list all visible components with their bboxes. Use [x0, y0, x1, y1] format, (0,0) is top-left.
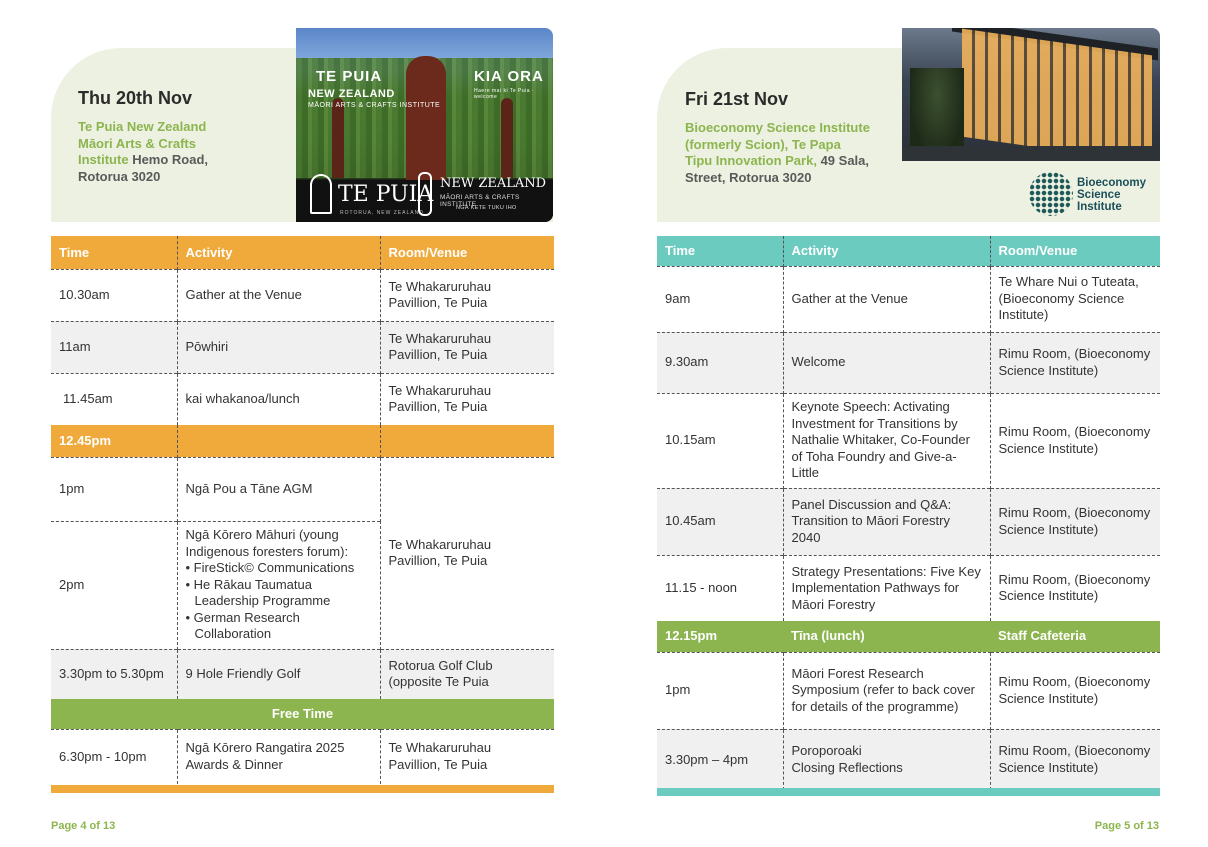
table-row [657, 488, 1160, 555]
column-header-venue: Room/Venue [380, 236, 554, 269]
activity-cell: kai whakanoa/lunch [177, 373, 380, 425]
table-header-row [51, 236, 554, 269]
venue-address [78, 119, 213, 185]
venue-cell-merged: Te Whakaruruhau Pavillion, Te Puia [380, 457, 554, 649]
sign-institute: MĀORI ARTS & CRAFTS INSTITUTE [308, 102, 441, 109]
lunch-band-row [657, 621, 1160, 652]
bioeconomy-dots-icon [1029, 172, 1073, 216]
activity-cell: Māori Forest Research Symposium (refer to back cover for details of the programme) [783, 652, 990, 729]
band-time: 12.45pm [51, 425, 177, 457]
carved-pou [501, 98, 513, 178]
time-cell: 11.45am [51, 373, 177, 425]
column-header-time: Time [59, 244, 90, 260]
bullet-item: • FireStick© Communications [185, 560, 355, 576]
day-title: Fri 21st Nov [685, 89, 789, 109]
time-cell: 9am [657, 266, 783, 332]
venue-address [685, 120, 870, 186]
band-empty [380, 425, 554, 457]
venue-cell: Rimu Room, (Bioeconomy Science Institute) [990, 332, 1160, 393]
venue-cell: Te Whakaruruhau Pavillion, Te Puia [380, 373, 554, 425]
time-cell: 10.30am [51, 269, 177, 321]
te-puia-logo: TE PUIA [338, 182, 434, 207]
band-activity: Tīna (lunch) [783, 621, 990, 652]
table-row [657, 652, 1160, 729]
venue-cell: Te Whare Nui o Tuteata, (Bioeconomy Science Institute) [990, 266, 1160, 332]
nzmaci-logo-icon [418, 172, 432, 216]
nzmaci-logo-sub2: NGĀ KETE TUKU IHO [456, 205, 517, 211]
carved-pou [332, 98, 344, 178]
band-venue: Staff Cafeteria [990, 621, 1160, 652]
venue-street: 49 Sala, Street, Rotorua 3020 [685, 153, 870, 185]
venue-cell: Rimu Room, (Bioeconomy Science Institute) [990, 393, 1160, 488]
schedule-table [51, 236, 554, 784]
sign-kia-ora-sub: Haere mai ki Te Puia · welcome [474, 88, 535, 100]
venue-cell: Rimu Room, (Bioeconomy Science Institute) [990, 555, 1160, 621]
te-puia-logo-icon [310, 174, 332, 214]
table-row [657, 555, 1160, 621]
column-header-activity: Activity [783, 236, 990, 266]
band-time: 12.15pm [657, 621, 783, 652]
activity-cell: Gather at the Venue [783, 266, 990, 332]
venue-street: Hemo Road, Rotorua 3020 [78, 152, 209, 184]
free-time-band [51, 699, 554, 729]
activity-cell: Panel Discussion and Q&A: Transition to Māori Forestry 2040 [783, 488, 990, 555]
activity-line: Closing Reflections [791, 759, 903, 775]
venue-cell: Rimu Room, (Bioeconomy Science Institute) [990, 488, 1160, 555]
table-row [51, 729, 554, 784]
schedule-table [657, 236, 1160, 790]
page-number: Page 5 of 13 [1094, 820, 1159, 832]
page-number: Page 4 of 13 [51, 820, 116, 832]
te-puia-photo [296, 28, 553, 222]
activity-intro: Ngā Kōrero Māhuri (young Indigenous foresters forum): [185, 527, 349, 559]
sign-te-puia: TE PUIA [316, 68, 383, 85]
column-header-activity: Activity [177, 236, 380, 269]
activity-cell: Ngā Kōrero Rangatira 2025 Awards & Dinner [177, 729, 380, 784]
time-cell: 6.30pm - 10pm [51, 729, 177, 784]
time-cell: 3.30pm – 4pm [657, 729, 783, 790]
time-cell: 2pm [51, 521, 177, 649]
activity-cell: 9 Hole Friendly Golf [177, 649, 380, 699]
column-header-venue: Room/Venue [990, 236, 1160, 266]
table-row [51, 457, 554, 521]
tree [910, 68, 964, 158]
nzmaci-logo-sub: MĀORI ARTS & CRAFTS INSTITUTE [440, 194, 520, 208]
time-cell: 9.30am [657, 332, 783, 393]
sign-kia-ora: KIA ORA [474, 68, 544, 85]
activity-cell: Pōwhiri [177, 321, 380, 373]
time-cell: 10.45am [657, 488, 783, 555]
venue-cell: Te Whakaruruhau Pavillion, Te Puia [380, 321, 554, 373]
time-cell: 1pm [657, 652, 783, 729]
activity-cell: Keynote Speech: Activating Investment for Transitions by Nathalie Whitaker, Co-Founder of Toha Foundry and Give-a-Little [783, 393, 990, 488]
table-row [51, 373, 554, 425]
activity-line: Poroporoaki [791, 743, 862, 759]
bullet-item: • He Rākau Taumatua Leadership Programme [185, 576, 331, 609]
page-right [604, 0, 1208, 847]
table-row [657, 729, 1160, 790]
sign-new-zealand: NEW ZEALAND [308, 88, 395, 100]
time-cell: 11am [51, 321, 177, 373]
venue-name: Bioeconomy Science Institute (formerly Scion), Te Papa Tipu Innovation Park, [685, 120, 870, 168]
time-band-row [51, 425, 554, 457]
activity-cell: Strategy Presentations: Five Key Implementation Pathways for Māori Forestry [783, 555, 990, 621]
bioeconomy-logo-text: Bioeconomy Science Institute [1077, 177, 1147, 213]
venue-cell: Rotorua Golf Club (opposite Te Puia [380, 649, 554, 699]
venue-cell: Te Whakaruruhau Pavillion, Te Puia [380, 269, 554, 321]
bioeconomy-logo [1029, 170, 1154, 218]
time-cell: 3.30pm to 5.30pm [51, 649, 177, 699]
carved-gateway [406, 56, 446, 180]
activity-cell [177, 521, 380, 649]
venue-name: Te Puia New Zealand Māori Arts & Crafts Institute [78, 119, 207, 167]
day-title: Thu 20th Nov [78, 88, 193, 108]
te-puia-logo-sub: ROTORUA, NEW ZEALAND [340, 210, 424, 216]
column-header-time: Time [665, 243, 696, 259]
bioeconomy-building-photo [902, 28, 1160, 161]
activity-cell: Ngā Pou a Tāne AGM [177, 457, 380, 521]
bullet-item: • German Research Collaboration [185, 609, 300, 642]
venue-cell: Rimu Room, (Bioeconomy Science Institute) [990, 729, 1160, 790]
venue-cell: Te Whakaruruhau Pavillion, Te Puia [380, 729, 554, 784]
activity-cell: Gather at the Venue [177, 269, 380, 321]
table-bottom-bar [51, 785, 554, 793]
time-cell: 11.15 - noon [657, 555, 783, 621]
activity-cell: Welcome [783, 332, 990, 393]
table-row [51, 321, 554, 373]
table-row [657, 393, 1160, 488]
venue-cell: Rimu Room, (Bioeconomy Science Institute) [990, 652, 1160, 729]
time-cell: 10.15am [657, 393, 783, 488]
activity-cell [783, 729, 990, 790]
table-row [657, 332, 1160, 393]
nzmaci-logo: NEW ZEALAND [440, 176, 547, 191]
time-cell: 1pm [51, 457, 177, 521]
band-empty [177, 425, 380, 457]
table-bottom-bar [657, 788, 1160, 796]
table-row [657, 266, 1160, 332]
table-row [51, 269, 554, 321]
table-row [51, 649, 554, 699]
table-header-row [657, 236, 1160, 266]
free-time-label: Free Time [51, 699, 554, 729]
ground [902, 146, 1160, 161]
